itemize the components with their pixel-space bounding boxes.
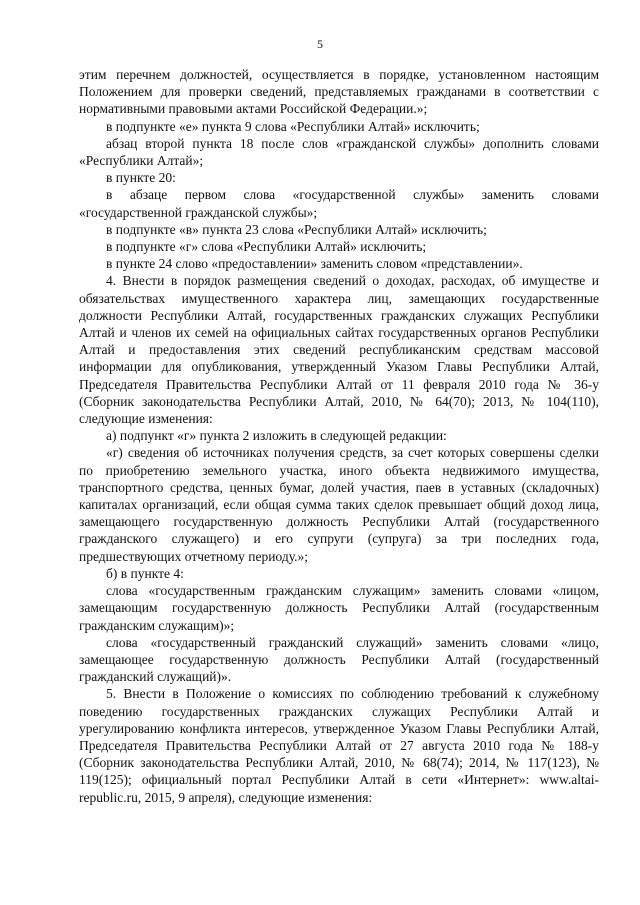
paragraph: слова «государственный гражданский служащий» заменить словами «лицо, замещающее государственную должность Республики Алтай (государственный гражданский служащий)». xyxy=(79,634,599,685)
document-body xyxy=(79,66,599,806)
paragraph: в подпункте «г» слова «Республики Алтай» исключить; xyxy=(106,239,427,255)
paragraph: этим перечнем должностей, осуществляется в порядке, установленном настоящим Положением для проверки сведений, представляемых гражданами в соответствии с нормативными правовыми актами Российской Федерации.»; xyxy=(79,67,599,117)
paragraph: в пункте 24 слово «предоставлении» заменить словом «представлении». xyxy=(106,256,523,272)
paragraph: в подпункте «в» пункта 23 слова «Республики Алтай» исключить; xyxy=(106,221,487,237)
page-number: 5 xyxy=(317,37,323,51)
paragraph: в подпункте «е» пункта 9 слова «Республики Алтай» исключить; xyxy=(106,118,480,134)
paragraph: б) в пункте 4: xyxy=(106,565,184,581)
paragraph: в абзаце первом слова «государственной службы» заменить словами «государственной гражданской службы»; xyxy=(79,187,599,220)
paragraph: а) подпункт «г» пункта 2 изложить в следующей редакции: xyxy=(106,428,447,444)
paragraph: 5. Внести в Положение о комиссиях по соблюдению требований к служебному поведению государственных гражданских служащих Республики Алтай и урегулированию конфликта интересов, утвержденное Указом Главы Республики Алтай, Председателя Правительства Республики Алтай от 27 августа 2010 года № 188-у (Сборник законодательства Республики Алтай, 2010, № 68(74); 2014, № 117(123), № 119(125); официальный портал Республики Алтай в сети «Интернет»: www.altai-republic.ru, 2015, 9 апреля), следующие изменения: xyxy=(79,686,599,805)
paragraph: слова «государственным гражданским служащим» заменить словами «лицом, замещающим государственную должность Республики Алтай (государственным гражданским служащим)»; xyxy=(79,583,599,633)
paragraph: 4. Внести в порядок размещения сведений о доходах, расходах, об имуществе и обязательствах имущественного характера лиц, замещающих государственные должности Республики Алтай, государственных гражданских служащих Республики Алтай и членов их семей на официальных сайтах государственных органов Республики Алтай и предоставления этих сведений республиканским средствам массовой информации для опубликования, утвержденный Указом Главы Республики Алтай, Председателя Правительства Республики Алтай от 11 февраля 2010 года № 36-у (Сборник законодательства Республики Алтай, 2010, № 64(70); 2013, № 104(110), следующие изменения: xyxy=(79,273,599,427)
paragraph: в пункте 20: xyxy=(106,170,176,186)
paragraph: абзац второй пункта 18 после слов «гражданской службы» дополнить словами «Республики Алтай»; xyxy=(79,135,599,169)
paragraph: «г) сведения об источниках получения средств, за счет которых совершены сделки по приобретению земельного участка, иного объекта недвижимого имущества, транспортного средства, ценных бумаг, долей участия, паев в уставных (складочных) капиталах организаций, если общая сумма таких сделок превышает общий доход лица, замещающего государственную должность Республики Алтай (государственного гражданского служащего) и его супруги (супруга) за три последних года, предшествующих отчетному периоду.»; xyxy=(79,445,599,564)
